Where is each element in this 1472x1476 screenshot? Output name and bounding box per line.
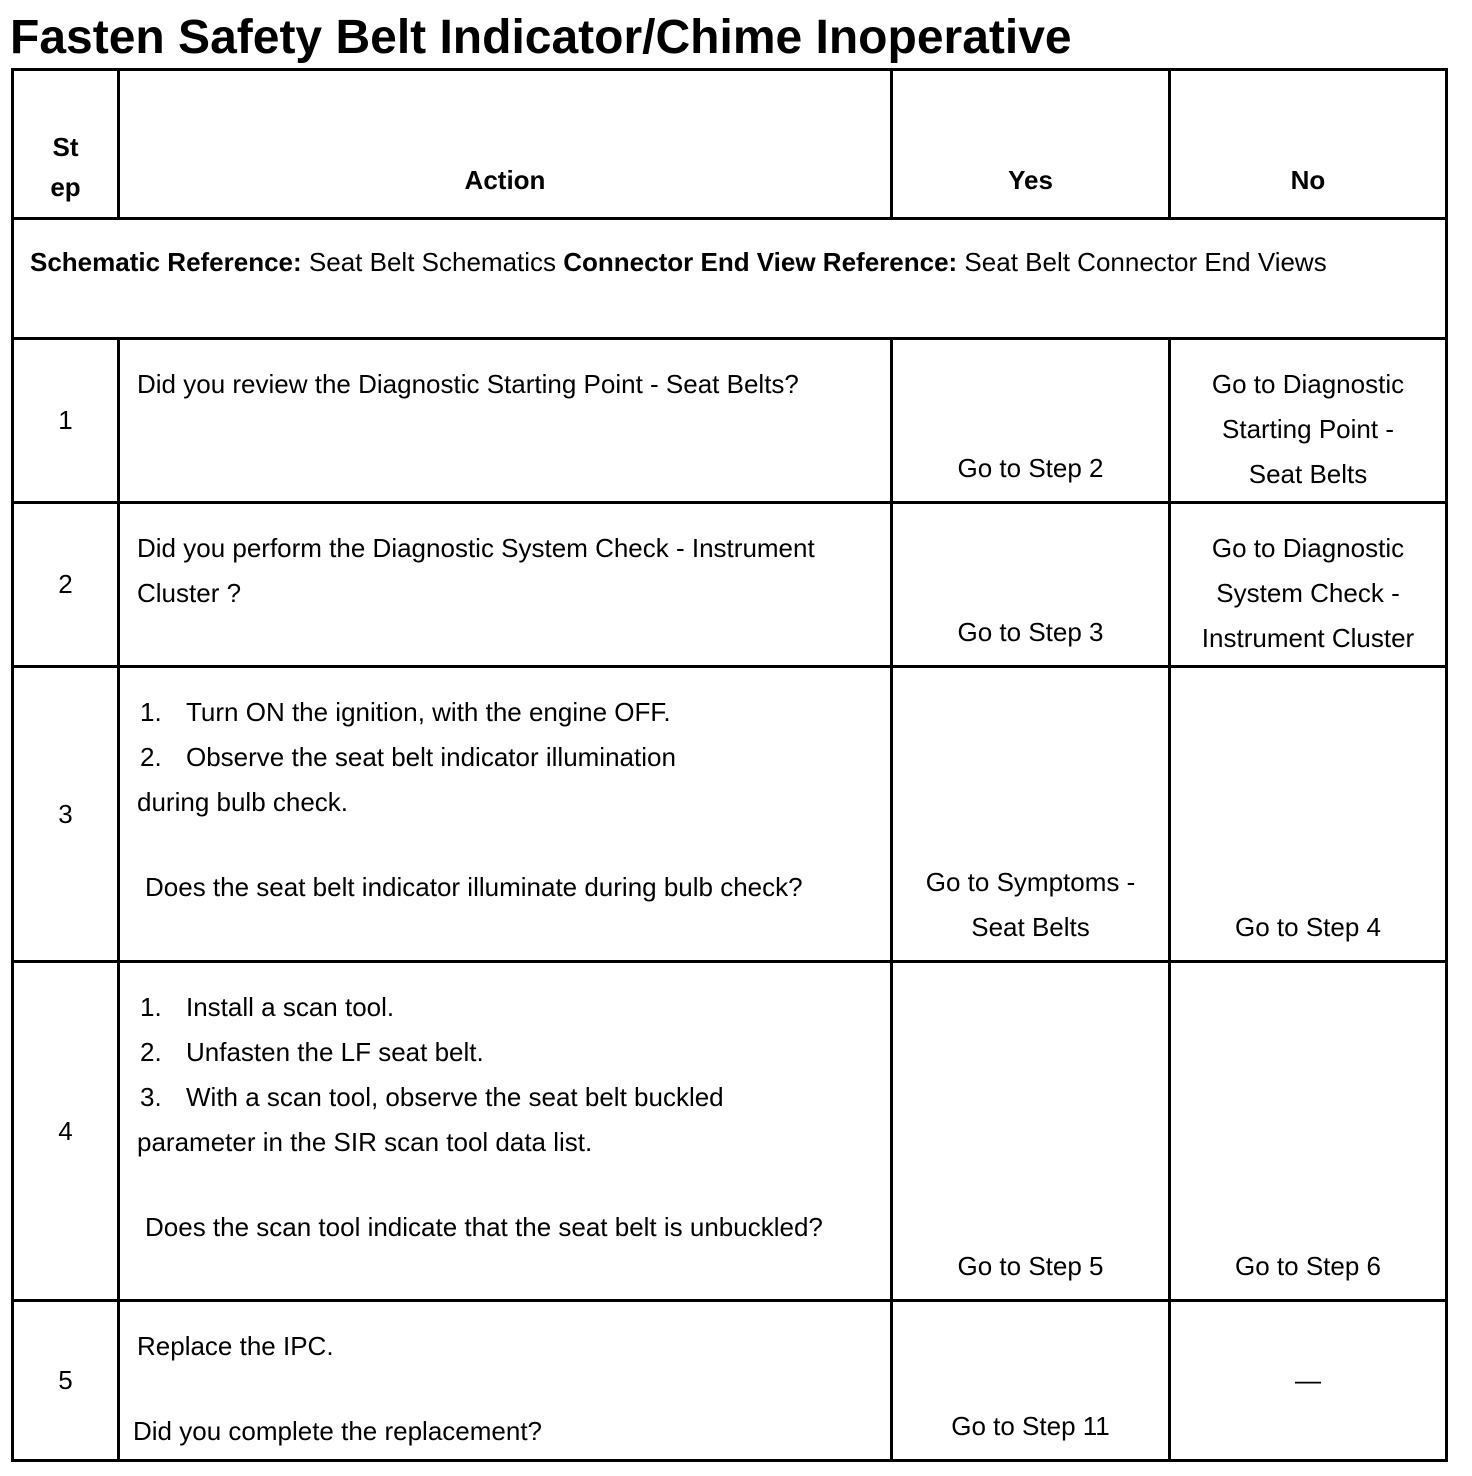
yes-cell: Go to Symptoms - Seat Belts xyxy=(890,668,1168,960)
question-text: Did you complete the replacement? xyxy=(133,1416,543,1446)
action-cell: Did you review the Diagnostic Starting Point - Seat Belts? xyxy=(117,340,890,501)
action-cell: Did you perform the Diagnostic System Check - Instrument Cluster ? xyxy=(117,504,890,665)
connector-reference-value: Seat Belt Connector End Views xyxy=(957,247,1327,277)
no-cell: Go to Diagnostic Starting Point - Seat Belts xyxy=(1168,340,1445,501)
header-no: No xyxy=(1168,71,1445,217)
action-cell: 1. Install a scan tool. 2. Unfasten the LF seat belt. 3. With a scan tool, observe the seat belt buckled parameter in the SIR scan tool data list. Does the scan tool indicate that the seat belt is unbuckled? xyxy=(117,963,890,1299)
no-cell: Go to Step 6 xyxy=(1168,963,1445,1299)
step-number: 4 xyxy=(58,1115,73,1146)
table-row xyxy=(14,1299,1445,1459)
list-item: 1. Turn ON the ignition, with the engine OFF. xyxy=(140,697,671,727)
action-steps-list xyxy=(137,985,880,1120)
diagnostic-table xyxy=(11,68,1448,1462)
yes-cell: Go to Step 2 xyxy=(890,340,1168,501)
list-item: 3. With a scan tool, observe the seat belt buckled xyxy=(140,1082,724,1112)
yes-cell: Go to Step 5 xyxy=(890,963,1168,1299)
header-action: Action xyxy=(117,71,890,217)
list-item: 1. Install a scan tool. xyxy=(140,992,395,1022)
reference-row xyxy=(14,217,1445,337)
reference-text xyxy=(14,220,1445,285)
table-row xyxy=(14,501,1445,665)
list-item: 2. Observe the seat belt indicator illumination xyxy=(140,742,676,772)
step-number: 5 xyxy=(58,1365,73,1395)
list-item: 2. Unfasten the LF seat belt. xyxy=(140,1037,484,1067)
connector-reference-label: Connector End View Reference: xyxy=(563,247,958,277)
step-number: 1 xyxy=(58,405,73,435)
table-row xyxy=(14,960,1445,1299)
schematic-reference-label: Schematic Reference: xyxy=(30,247,302,277)
table-row xyxy=(14,665,1445,960)
header-yes: Yes xyxy=(890,71,1168,217)
step-number: 3 xyxy=(58,798,73,829)
question-text: Does the scan tool indicate that the seat belt is unbuckled? xyxy=(145,1212,823,1242)
action-cell: Replace the IPC. Did you complete the replacement? xyxy=(117,1302,890,1459)
action-cell: 1. Turn ON the ignition, with the engine OFF. 2. Observe the seat belt indicator illumination during bulb check. Does the seat belt indicator illuminate during bulb check? xyxy=(117,668,890,960)
question-text: Does the seat belt indicator illuminate during bulb check? xyxy=(145,872,803,902)
no-cell: Go to Diagnostic System Check - Instrument Cluster xyxy=(1168,504,1445,665)
yes-cell: Go to Step 11 xyxy=(890,1302,1168,1459)
no-cell: — xyxy=(1168,1302,1445,1459)
table-header-row xyxy=(14,71,1445,217)
page-title: Fasten Safety Belt Indicator/Chime Inoperative xyxy=(10,11,1072,64)
yes-cell: Go to Step 3 xyxy=(890,504,1168,665)
step-number: 2 xyxy=(58,569,73,599)
table-row xyxy=(14,337,1445,501)
schematic-reference-value: Seat Belt Schematics xyxy=(301,247,564,277)
no-cell: Go to Step 4 xyxy=(1168,668,1445,960)
action-steps-list xyxy=(137,690,880,780)
header-step: St ep xyxy=(50,132,81,202)
